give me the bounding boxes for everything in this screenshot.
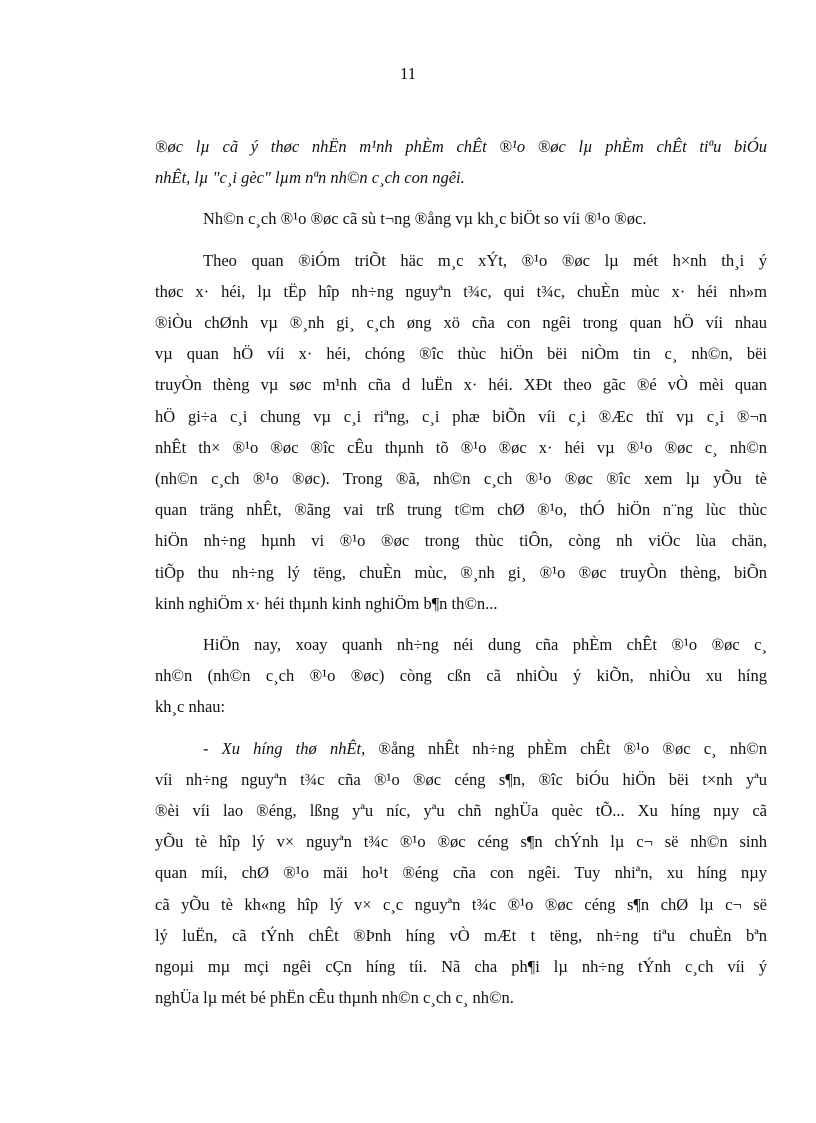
- paragraph-line: Theo quan ®iÓm triÕt häc m¸c xÝt, ®¹o ®øc lµ mét h×nh th¸i ý: [203, 250, 767, 270]
- paragraph-line: hiÖn nh÷ng hµnh vi ®¹o ®øc trong thùc tiÔn, còng nh viÖc lùa chän,: [155, 531, 767, 551]
- paragraph-line: ngoµi mµ mçi ngêi cÇn híng tíi. Nã cha ph¶i lµ nh÷ng tÝnh c¸ch víi ý: [155, 957, 767, 977]
- paragraph-line: vµ quan hÖ víi x· héi, chóng ®îc thùc hiÖn bëi niÒm tin c¸ nh©n, bëi: [155, 344, 767, 364]
- paragraph-line-text: , ®ång nhÊt nh÷ng phÈm chÊt ®¹o ®øc c¸ nh©n: [361, 738, 767, 758]
- intro-line: nhÊt, lµ "c¸i gèc" lµm nªn nh©n c¸ch con ngêi.: [155, 168, 465, 188]
- paragraph-line: kinh nghiÖm x· héi thµnh kinh nghiÖm b¶n th©n...: [155, 593, 498, 613]
- intro-line: ®øc lµ cã ý thøc nhËn m¹nh phÈm chÊt ®¹o ®øc lµ phÈm chÊt tiªu biÓu: [155, 137, 767, 156]
- paragraph-line: HiÖn nay, xoay quanh nh÷ng néi dung cña phÈm chÊt ®¹o ®øc c¸: [203, 635, 767, 655]
- page-number: 11: [399, 64, 417, 83]
- paragraph-line: quan träng nhÊt, ®ãng vai trß trung t©m chØ ®¹o, thÓ hiÖn n¨ng lùc thùc: [155, 500, 767, 520]
- paragraph-line: nhÊt th× ®¹o ®øc ®îc cÊu thµnh tõ ®¹o ®øc x· héi vµ ®¹o ®øc c¸ nh©n: [155, 437, 767, 457]
- paragraph-line: ®èi víi lao ®éng, lßng yªu níc, yªu chñ nghÜa quèc tÕ... Xu híng nµy cã: [155, 801, 767, 821]
- paragraph-line: kh¸c nhau:: [155, 697, 226, 717]
- paragraph-line: Nh©n c¸ch ®¹o ®øc cã sù t¬ng ®ång vµ kh¸c biÖt so víi ®¹o ®øc.: [203, 209, 647, 229]
- body-text: [155, 131, 767, 1013]
- paragraph-line: cã yÕu tè kh«ng hîp lý v× c¸c nguyªn t¾c ®¹o ®øc céng s¶n chØ lµ c¬ së: [155, 894, 767, 914]
- paragraph-line: víi nh÷ng nguyªn t¾c cña ®¹o ®øc céng s¶n, ®îc biÓu hiÖn bëi t×nh yªu: [155, 769, 767, 789]
- paragraph-line: nghÜa lµ mét bé phËn cÊu thµnh nh©n c¸ch c¸ nh©n.: [155, 988, 514, 1008]
- paragraph-line: (nh©n c¸ch ®¹o ®øc). Trong ®ã, nh©n c¸ch ®¹o ®øc ®îc xem lµ yÕu tè: [155, 469, 767, 489]
- paragraph-line: yÕu tè hîp lý v× nguyªn t¾c ®¹o ®øc céng s¶n chÝnh lµ c¬ së nh©n sinh: [155, 832, 767, 852]
- paragraph-line: [155, 733, 767, 764]
- paragraph-line: truyÒn thèng vµ søc m¹nh cña d luËn x· héi. XÐt theo gãc ®é vÒ mèi quan: [155, 375, 767, 395]
- paragraph-line: thøc x· héi, lµ tËp hîp nh÷ng nguyªn t¾c, qui t¾c, chuÈn mùc x· héi nh»m: [155, 281, 767, 301]
- paragraph-line: lý luËn, cã tÝnh chÊt ®Þnh híng vÒ mÆt t tëng, nh÷ng tiªu chuÈn bªn: [155, 925, 767, 945]
- paragraph-line: nh©n (nh©n c¸ch ®¹o ®øc) còng cßn cã nhiÒu ý kiÕn, nhiÒu xu híng: [155, 666, 767, 686]
- paragraph-line: quan míi, chØ ®¹o mäi ho¹t ®éng cña con ngêi. Tuy nhiªn, xu híng nµy: [155, 863, 767, 883]
- paragraph-line: tiÕp thu nh÷ng lý tëng, chuÈn mùc, ®¸nh gi¸ ®¹o ®øc truyÒn thèng, biÕn: [155, 562, 767, 582]
- trend-label: - Xu híng thø nhÊt: [203, 738, 362, 758]
- paragraph-line: ®iÒu chØnh vµ ®¸nh gi¸ c¸ch øng xö cña con ngêi trong quan hÖ víi nhau: [155, 313, 767, 333]
- paragraph-line: hÖ gi÷a c¸i chung vµ c¸i riªng, c¸i phæ biÕn víi c¸i ®Æc thï vµ c¸i ®¬n: [155, 406, 767, 426]
